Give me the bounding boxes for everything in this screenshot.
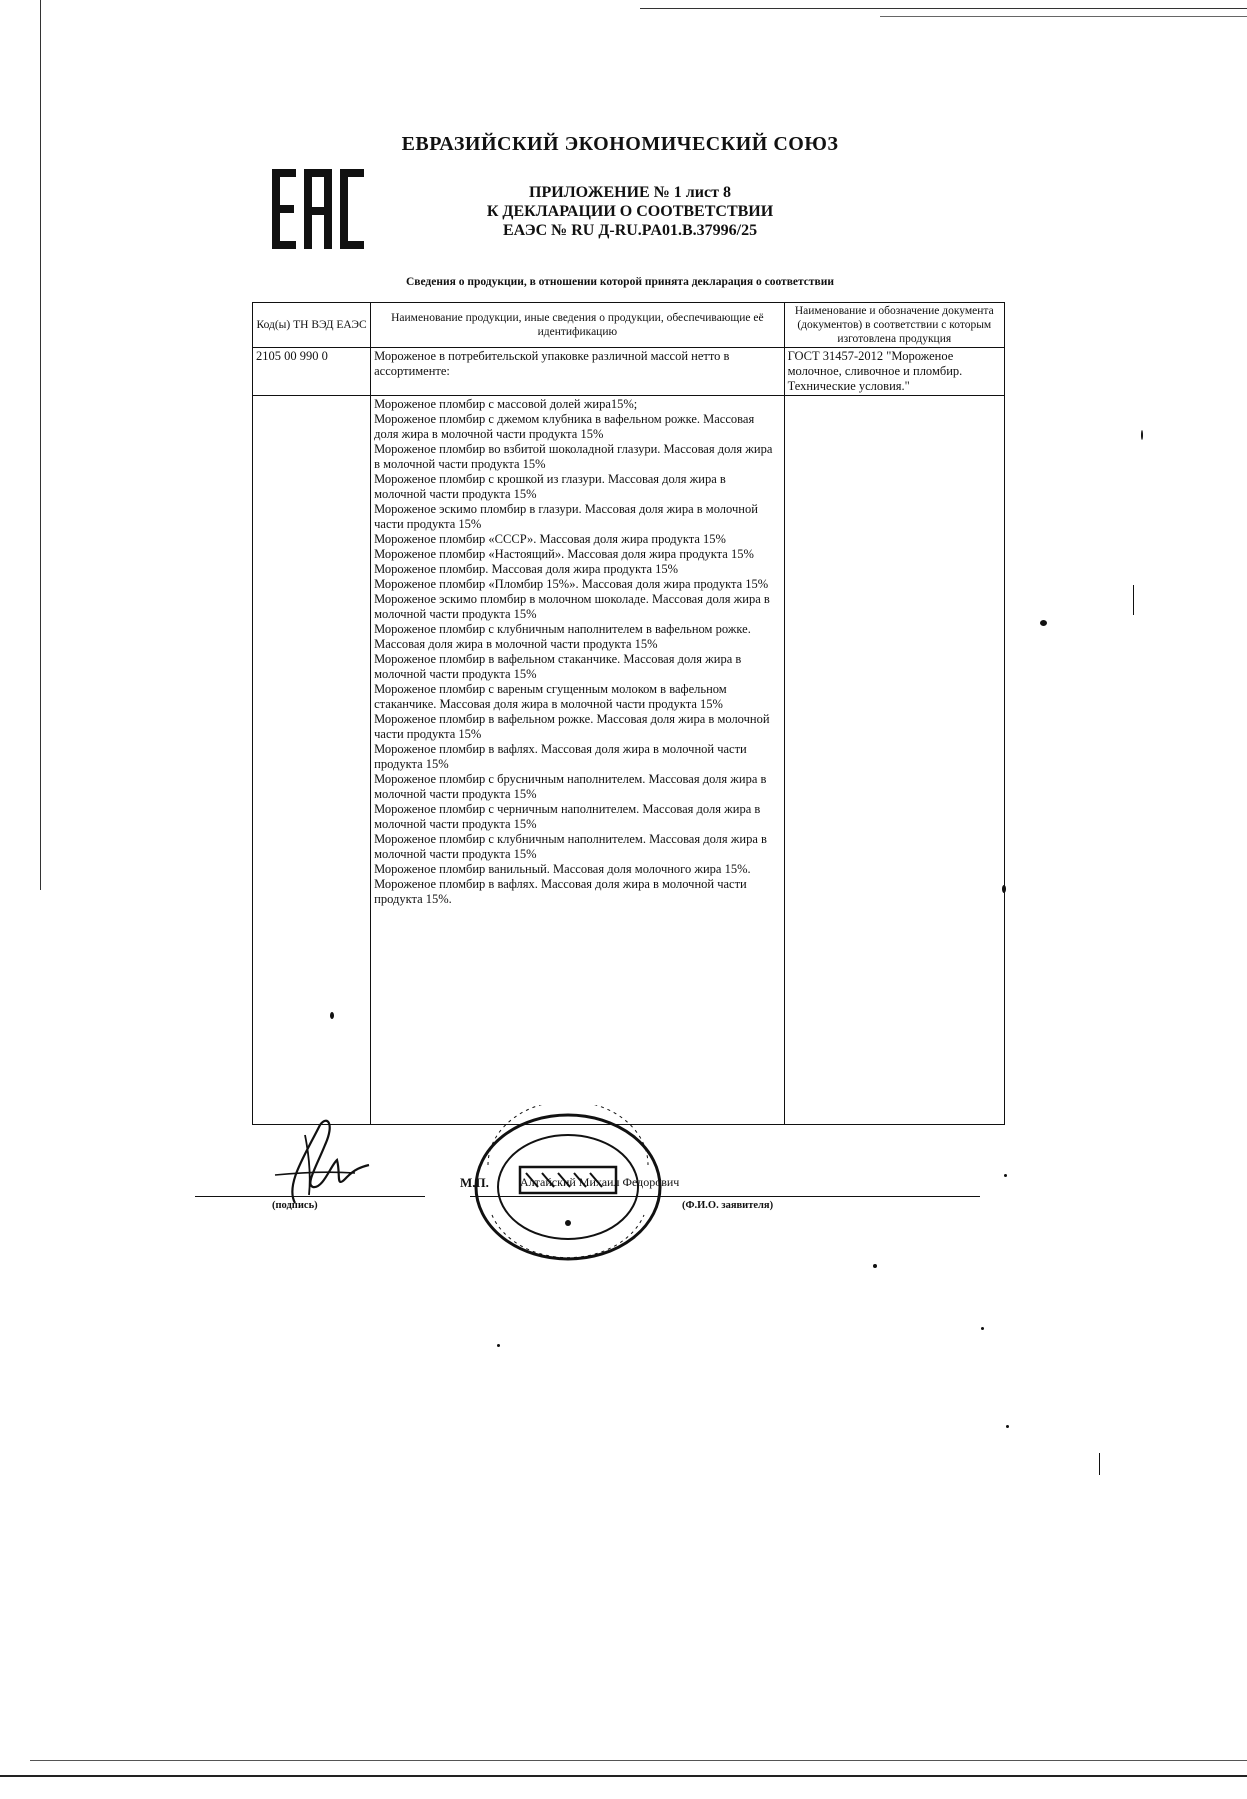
list-item: Мороженое пломбир в вафлях. Массовая доля жира в молочной части продукта 15% (374, 742, 747, 771)
scan-speck (1040, 620, 1047, 626)
cell-product-name: Мороженое в потребительской упаковке различной массой нетто в ассортименте: (371, 348, 784, 396)
cell-empty (784, 396, 1004, 1125)
scan-edge (880, 16, 1247, 17)
cell-code: 2105 00 990 0 (253, 348, 371, 396)
scan-speck (1099, 1453, 1100, 1475)
product-items-list (371, 396, 784, 1125)
list-item: Мороженое пломбир с черничным наполнителем. Массовая доля жира в молочной части продукта 15% (374, 802, 761, 831)
header-product-name: Наименование продукции, иные сведения о продукции, обеспечивающие её идентификацию (371, 303, 784, 348)
appendix-heading (410, 183, 850, 240)
scan-speck (1141, 430, 1143, 440)
list-item: Мороженое эскимо пломбир в глазури. Массовая доля жира в молочной части продукта 15% (374, 502, 758, 531)
list-item: Мороженое пломбир ванильный. Массовая доля молочного жира 15%. (374, 862, 751, 876)
list-item: Мороженое пломбир с клубничным наполнителем. Массовая доля жира в молочной части продукта 15% (374, 832, 767, 861)
list-item: Мороженое пломбир с вареным сгущенным молоком в вафельном стаканчике. Массовая доля жира в молочной части продукта 15% (374, 682, 727, 711)
signature-line (195, 1196, 425, 1197)
list-item: Мороженое пломбир «СССР». Массовая доля жира продукта 15% (374, 532, 726, 546)
scan-speck (1133, 585, 1134, 615)
list-item: Мороженое пломбир в вафлях. Массовая доля жира в молочной части продукта 15%. (374, 877, 747, 906)
scan-edge (640, 0, 1247, 9)
scan-speck (981, 1327, 984, 1330)
scan-edge (0, 0, 41, 890)
scan-edge (0, 1775, 1247, 1777)
header-code: Код(ы) ТН ВЭД ЕАЭС (253, 303, 371, 348)
table-row (253, 396, 1005, 1125)
list-item: Мороженое пломбир с клубничным наполнителем в вафельном рожке. Массовая доля жира в молочной части продукта 15% (374, 622, 751, 651)
list-item: Мороженое пломбир «Настоящий». Массовая доля жира продукта 15% (374, 547, 754, 561)
scan-speck (497, 1344, 500, 1347)
header-standard-doc: Наименование и обозначение документа (документов) в соответствии с которым изготовлена продукция (784, 303, 1004, 348)
scan-speck (330, 1012, 334, 1019)
union-title: ЕВРАЗИЙСКИЙ ЭКОНОМИЧЕСКИЙ СОЮЗ (401, 133, 839, 155)
list-item: Мороженое пломбир «Пломбир 15%». Массовая доля жира продукта 15% (374, 577, 769, 591)
scan-speck (1006, 1425, 1009, 1428)
table-row (253, 348, 1005, 396)
signature-label: (подпись) (272, 1200, 318, 1211)
declaration-number: ЕАЭС № RU Д-RU.PA01.B.37996/25 (502, 222, 758, 239)
cell-standard-doc: ГОСТ 31457-2012 "Мороженое молочное, сливочное и пломбир. Технические условия." (784, 348, 1004, 396)
list-item: Мороженое пломбир с массовой долей жира15%; (374, 397, 638, 411)
name-line (470, 1196, 980, 1197)
applicant-name-label: (Ф.И.О. заявителя) (682, 1200, 774, 1211)
list-item: Мороженое пломбир во взбитой шоколадной глазури. Массовая доля жира в молочной части продукта 15% (374, 442, 773, 471)
appendix-line: К ДЕКЛАРАЦИИ О СООТВЕТСТВИИ (486, 203, 774, 220)
scan-speck (1004, 1174, 1007, 1177)
appendix-line: ПРИЛОЖЕНИЕ № 1 лист 8 (529, 184, 731, 201)
list-item: Мороженое пломбир. Массовая доля жира продукта 15% (374, 562, 679, 576)
intro-text: Сведения о продукции, в отношении которой принята декларация о соответствии (405, 276, 835, 288)
stamp-place-label: М.П. (460, 1175, 489, 1190)
scan-edge (30, 1760, 1247, 1761)
table-header-row (253, 303, 1005, 348)
list-item: Мороженое пломбир в вафельном рожке. Массовая доля жира в молочной части продукта 15% (374, 712, 770, 741)
list-item: Мороженое пломбир с крошкой из глазури. Массовая доля жира в молочной части продукта 15% (374, 472, 726, 501)
list-item: Мороженое пломбир с джемом клубника в вафельном рожке. Массовая доля жира в молочной части продукта 15% (374, 412, 755, 441)
list-item: Мороженое пломбир с брусничным наполнителем. Массовая доля жира в молочной части продукта 15% (374, 772, 767, 801)
scan-speck (1002, 885, 1006, 893)
eac-logo (270, 165, 366, 253)
products-table (252, 302, 1005, 1125)
scan-speck (873, 1264, 877, 1268)
cell-empty (253, 396, 371, 1125)
list-item: Мороженое пломбир в вафельном стаканчике. Массовая доля жира в молочной части продукта 15% (374, 652, 742, 681)
list-item: Мороженое эскимо пломбир в молочном шоколаде. Массовая доля жира в молочной части продукта 15% (374, 592, 770, 621)
applicant-name: Алтайский Михаил Федорович (520, 1175, 680, 1189)
